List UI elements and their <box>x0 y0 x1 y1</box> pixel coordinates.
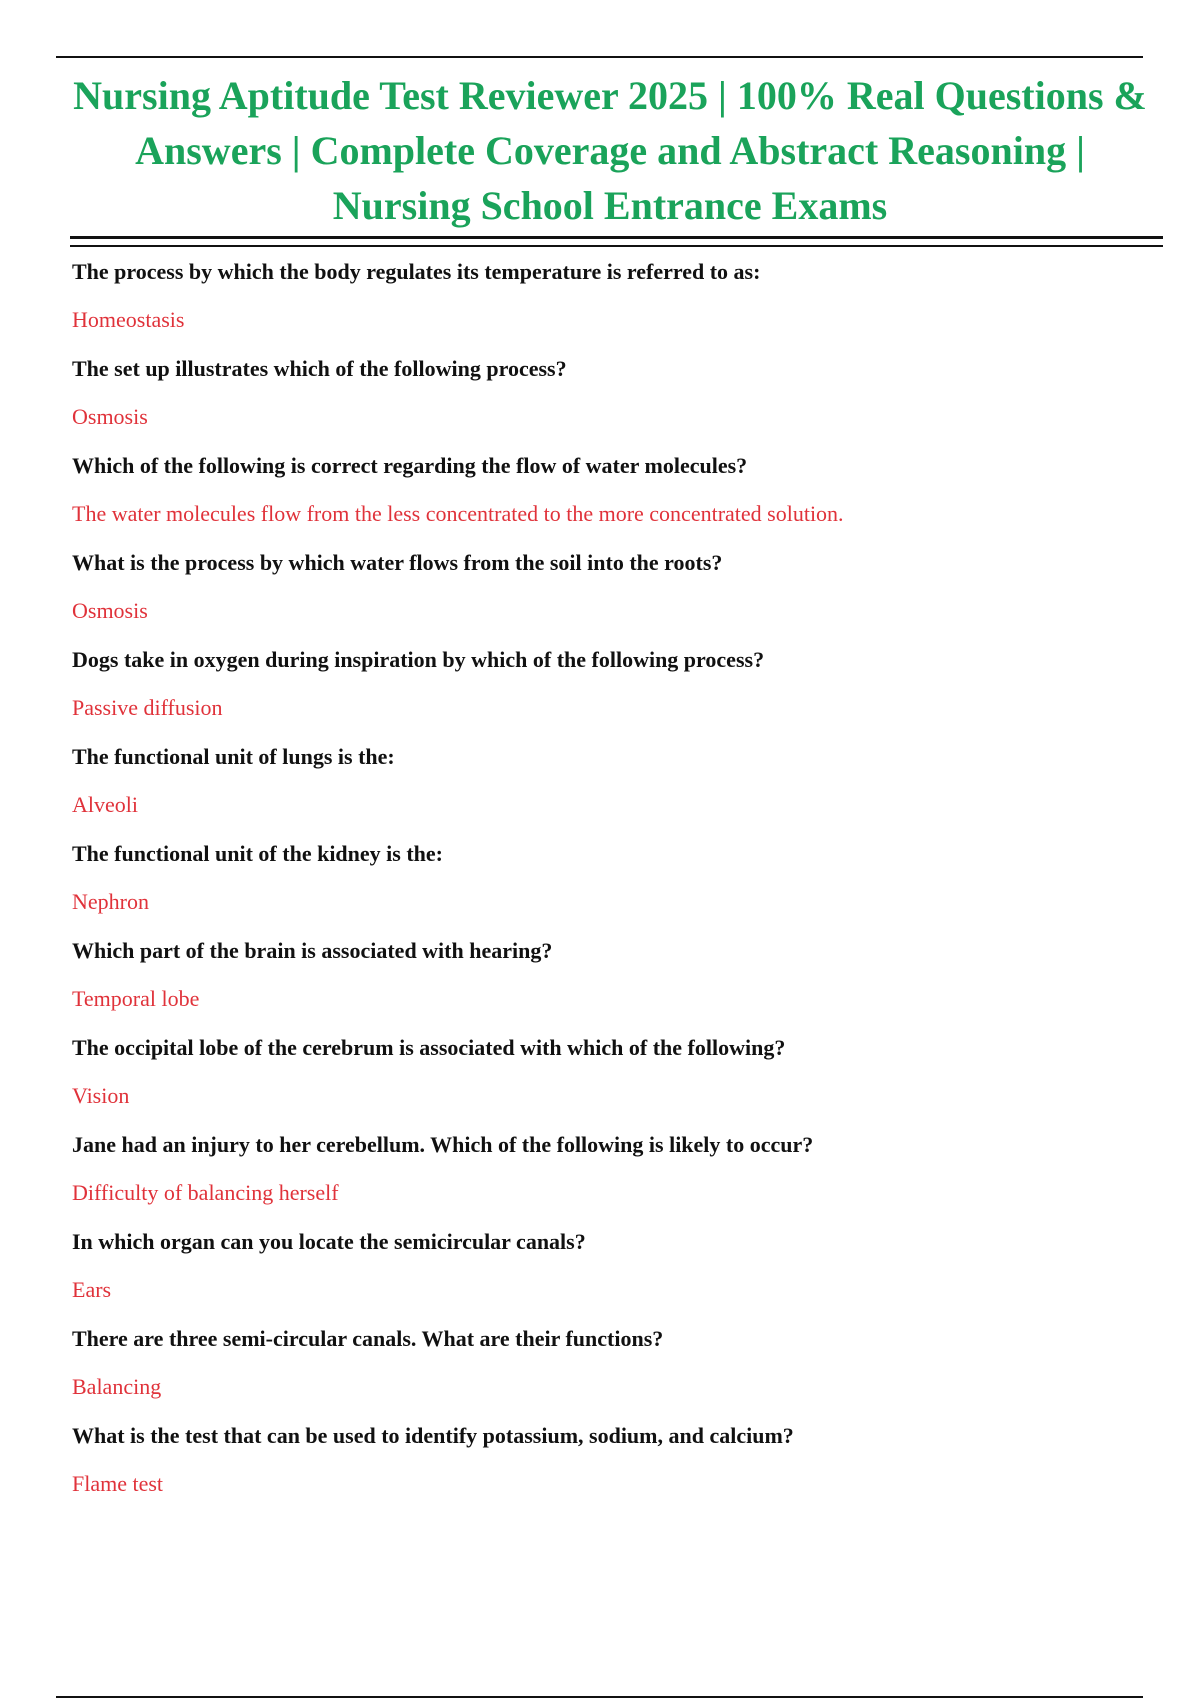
document-title <box>60 68 1160 233</box>
qa-list <box>72 258 1152 1519</box>
question-text: The occipital lobe of the cerebrum is associated with which of the following? <box>72 1035 786 1060</box>
question-text: Which part of the brain is associated with hearing? <box>72 938 553 963</box>
qa-item <box>72 1325 1152 1422</box>
question-text: What is the process by which water flows from the soil into the roots? <box>72 550 723 575</box>
qa-item <box>72 743 1152 840</box>
answer-text: Alveoli <box>72 792 138 817</box>
question-text: There are three semi-circular canals. What are their functions? <box>72 1326 664 1351</box>
title-line: Nursing School Entrance Exams <box>332 183 888 228</box>
qa-item <box>72 840 1152 937</box>
question-text: The functional unit of lungs is the: <box>72 744 395 769</box>
answer-text: Temporal lobe <box>72 986 200 1011</box>
title-divider <box>70 236 1163 247</box>
qa-item <box>72 1422 1152 1519</box>
answer-text: Passive diffusion <box>72 695 223 720</box>
qa-item <box>72 355 1152 452</box>
qa-item <box>72 1131 1152 1228</box>
question-text: What is the test that can be used to identify potassium, sodium, and calcium? <box>72 1423 794 1448</box>
question-text: Dogs take in oxygen during inspiration by which of the following process? <box>72 647 765 672</box>
answer-text: Osmosis <box>72 404 148 429</box>
answer-text: Difficulty of balancing herself <box>72 1180 339 1205</box>
answer-text: Osmosis <box>72 598 148 623</box>
title-line: Answers | Complete Coverage and Abstract Reasoning | <box>135 128 1085 173</box>
qa-item <box>72 1228 1152 1325</box>
qa-item <box>72 1034 1152 1131</box>
qa-item <box>72 549 1152 646</box>
question-text: In which organ can you locate the semicircular canals? <box>72 1229 586 1254</box>
bottom-rule <box>56 1696 1143 1698</box>
question-text: The process by which the body regulates its temperature is referred to as: <box>72 259 761 284</box>
answer-text: Homeostasis <box>72 307 185 332</box>
top-rule <box>56 56 1143 58</box>
answer-text: Flame test <box>72 1471 164 1496</box>
title-line: Nursing Aptitude Test Reviewer 2025 | 100% Real Questions & <box>73 73 1147 118</box>
answer-text: The water molecules flow from the less concentrated to the more concentrated solution. <box>72 501 844 526</box>
answer-text: Vision <box>72 1083 130 1108</box>
answer-text: Nephron <box>72 889 149 914</box>
answer-text: Ears <box>72 1277 112 1302</box>
qa-item <box>72 258 1152 355</box>
question-text: Which of the following is correct regarding the flow of water molecules? <box>72 453 748 478</box>
qa-item <box>72 646 1152 743</box>
qa-item <box>72 452 1152 549</box>
question-text: Jane had an injury to her cerebellum. Which of the following is likely to occur? <box>72 1132 814 1157</box>
question-text: The set up illustrates which of the following process? <box>72 356 567 381</box>
answer-text: Balancing <box>72 1374 162 1399</box>
qa-item <box>72 937 1152 1034</box>
question-text: The functional unit of the kidney is the: <box>72 841 443 866</box>
